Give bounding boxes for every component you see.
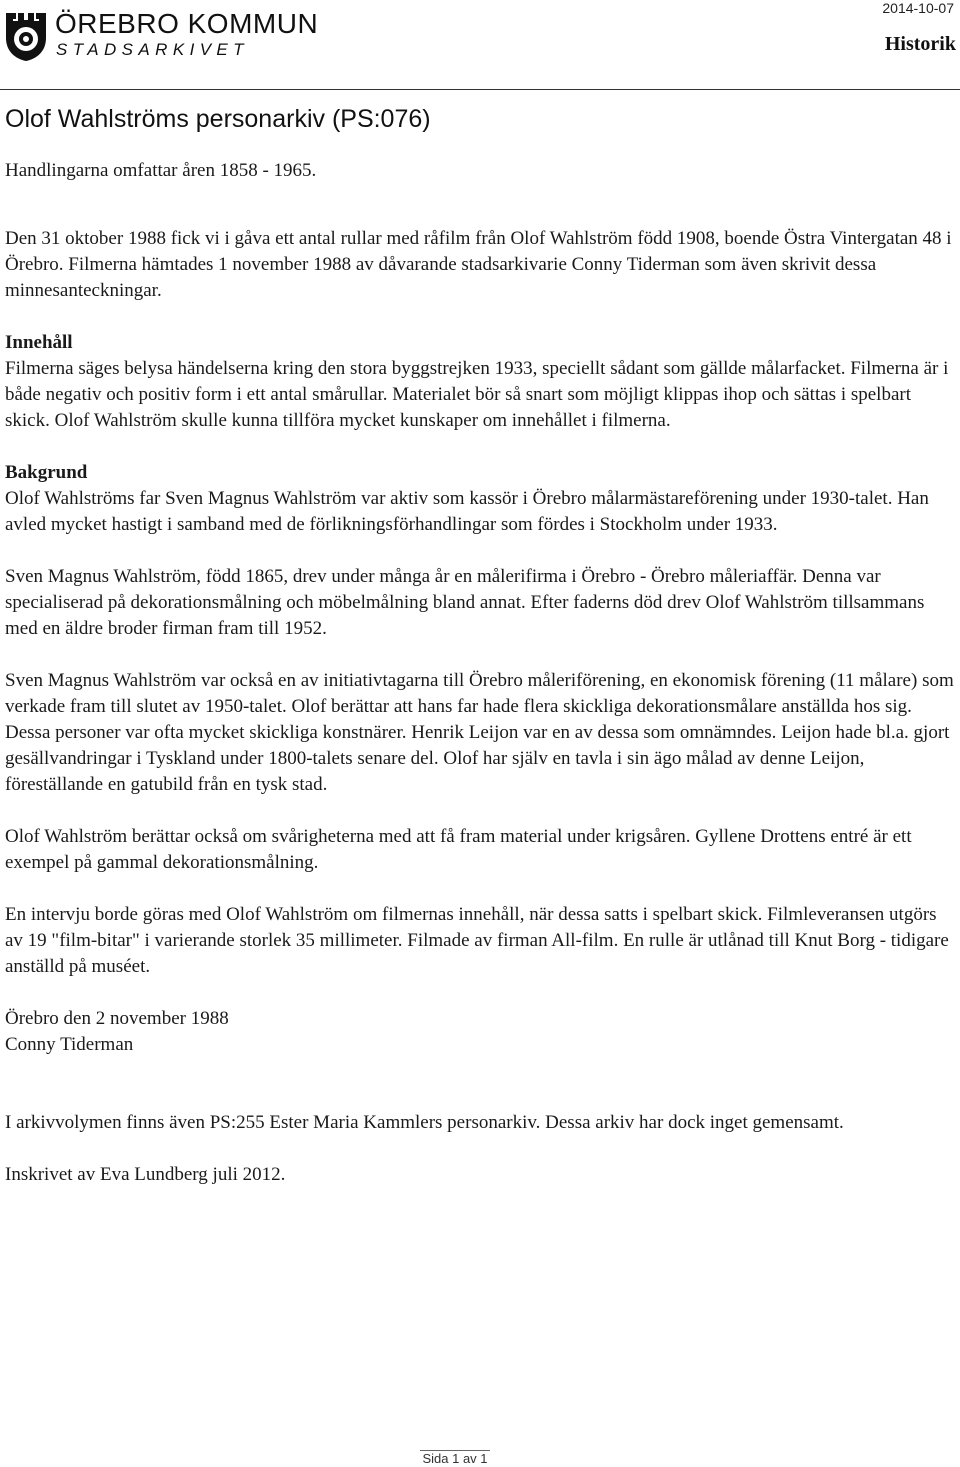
acquisition-paragraph: Den 31 oktober 1988 fick vi i gåva ett antal rullar med råfilm från Olof Wahlström född 1908, boende Östra Vintergatan 48 i Örebro. Filmerna hämtades 1 november 1988 av dåvarande stadsarkivarie Conny Tiderman som även skrivit dessa minnesanteckningar. xyxy=(5,228,952,301)
dept-name: STADSARKIVET xyxy=(56,40,249,59)
background-paragraph: Olof Wahlström berättar också om svårigheterna med att få fram material under krigsåren. Gyllene Drottens entré är ett exempel på gammal dekorationsmålning. xyxy=(5,826,912,873)
orebro-kommun-logo xyxy=(3,8,319,62)
content-paragraph: Filmerna säges belysa händelserna kring den stora byggstrejken 1933, speciellt sådant som gällde målarfacket. Filmerna är i både negativ och positiv form i ett antal smårullar. Materialet bör så snart som möjligt klippas ihop och sättas i spelbart skick. Olof Wahlström skulle kunna tillföra mycket kunskaper om innehållet i filmerna. xyxy=(5,358,949,431)
archive-note: I arkivvolymen finns även PS:255 Ester Maria Kammlers personarkiv. Dessa arkiv har dock inget gemensamt. xyxy=(5,1112,844,1133)
document-body xyxy=(5,100,955,1188)
document-type: Historik xyxy=(884,33,956,55)
page-header xyxy=(0,0,960,90)
org-name: ÖREBRO KOMMUN xyxy=(55,8,319,39)
page-number: Sida 1 av 1 xyxy=(420,1450,490,1467)
background-paragraph: Olof Wahlströms far Sven Magnus Wahlström var aktiv som kassör i Örebro målarmästareförening under 1930-talet. Han avled mycket hastigt i samband med de förlikningsförhandlingar som fördes i Stockholm under 1933. xyxy=(5,488,929,535)
header-divider xyxy=(0,89,960,90)
document-date: 2014-10-07 xyxy=(882,0,954,16)
page-title: Olof Wahlströms personarkiv (PS:076) xyxy=(5,105,431,133)
registered-by: Inskrivet av Eva Lundberg juli 2012. xyxy=(5,1164,286,1185)
background-heading: Bakgrund xyxy=(5,462,88,483)
content-heading: Innehåll xyxy=(5,332,73,353)
signature-place-date: Örebro den 2 november 1988 xyxy=(5,1008,229,1029)
signature-name: Conny Tiderman xyxy=(5,1034,134,1055)
intro-paragraph: Handlingarna omfattar åren 1858 - 1965. xyxy=(5,160,317,181)
orebro-coat-of-arms-icon xyxy=(3,10,49,62)
background-paragraph: Sven Magnus Wahlström, född 1865, drev under många år en målerifirma i Örebro - Örebro måleriaffär. Denna var specialiserad på dekorationsmålning och möbelmålning bland annat. Efter faderns död drev Olof Wahlström tillsammans med en äldre broder firman fram till 1952. xyxy=(5,566,925,639)
background-paragraph: Sven Magnus Wahlström var också en av initiativtagarna till Örebro måleriförening, en ekonomisk förening (11 målare) som verkade fram till slutet av 1950-talet. Olof berättar att hans far hade flera skickliga dekorationsmålare anställda hos sig. Dessa personer var ofta mycket skickliga konstnärer. Henrik Leijon var en av dessa som omnämndes. Leijon hade bl.a. gjort gesällvandringar i Tyskland under 1800-talets senare del. Olof har själv en tavla i sin ägo målad av denne Leijon, föreställande en gatubild från en tysk stad. xyxy=(5,670,954,795)
background-paragraph: En intervju borde göras med Olof Wahlström om filmernas innehåll, när dessa satts i spelbart skick. Filmleveransen utgörs av 19 "film-bitar" i varierande storlek 35 millimeter. Filmade av firman All-film. En rulle är utlånad till Knut Borg - tidigare anställd på muséet. xyxy=(5,904,949,977)
